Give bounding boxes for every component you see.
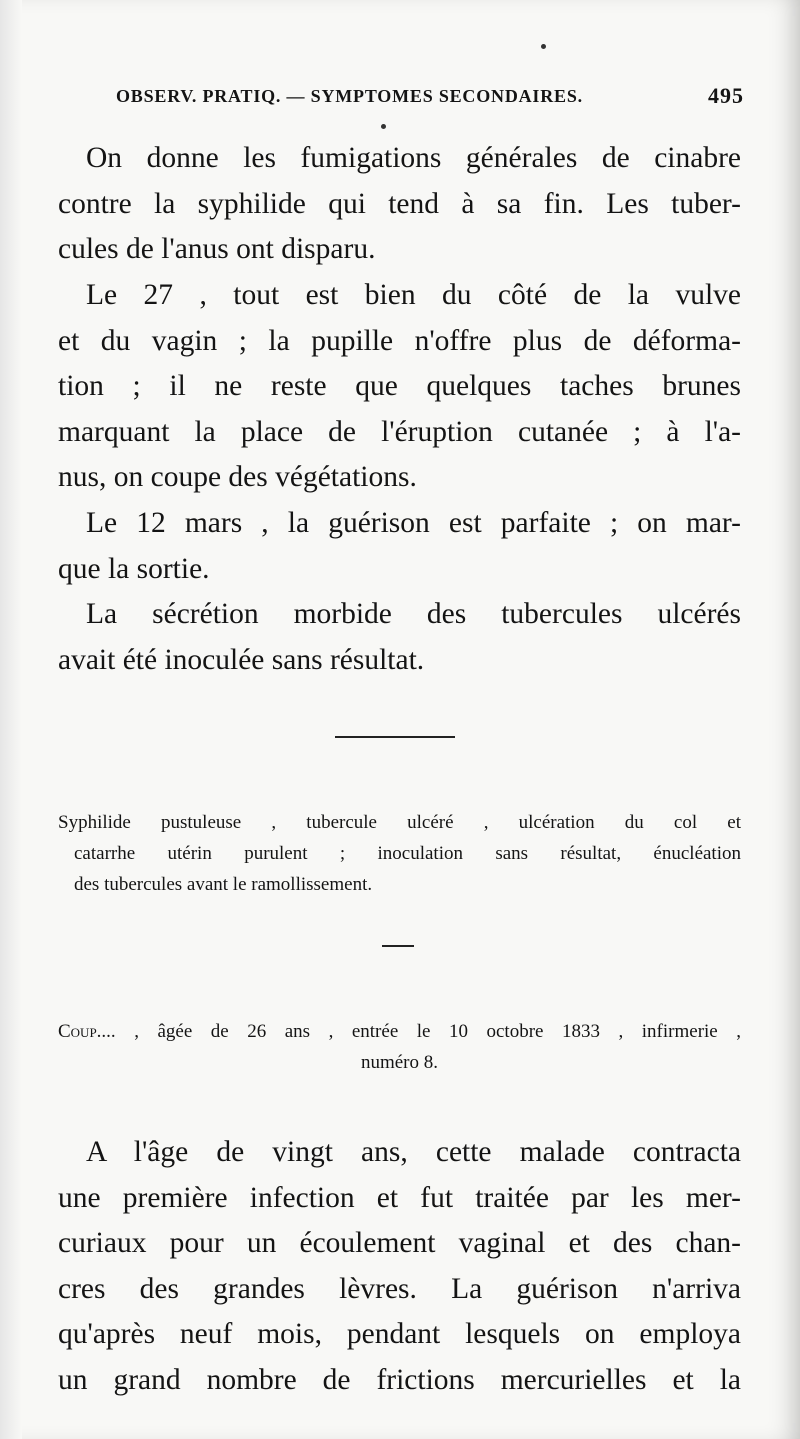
text-line: une première infection et fut traitée par les mer- — [58, 1181, 741, 1214]
case-summary — [58, 807, 741, 900]
section-rule — [335, 736, 455, 738]
text-line: qu'après neuf mois, pendant lesquels on employa — [58, 1318, 741, 1351]
text-line: marquant la place de l'éruption cutanée ; à l'a- — [58, 415, 741, 448]
text-line: A l'âge de vingt ans, cette malade contracta — [86, 1136, 741, 1168]
page-number: 495 — [708, 83, 744, 108]
text-line: La sécrétion morbide des tubercules ulcérés — [86, 598, 741, 630]
short-rule — [382, 945, 414, 947]
paragraph-3 — [58, 501, 741, 592]
case-header — [58, 1016, 741, 1078]
case-room-number: numéro 8. — [360, 1052, 439, 1073]
text-line: que la sortie. — [58, 552, 210, 585]
patient-details: âgée de 26 ans , entrée le 10 octobre 1833 , infirmerie , — [157, 1021, 741, 1042]
page-gutter-shadow — [0, 0, 22, 1439]
text-line: cules de l'anus ont disparu. — [58, 233, 376, 266]
text-line: contre la syphilide qui tend à sa fin. Les tuber- — [58, 187, 741, 220]
patient-name: Coup.... , — [58, 1021, 139, 1042]
ink-speck — [541, 44, 546, 49]
text-line: tion ; il ne reste que quelques taches brunes — [58, 370, 741, 403]
paragraph-4 — [58, 592, 741, 683]
case-header-line — [58, 1016, 741, 1047]
text-line: Le 12 mars , la guérison est parfaite ; on mar- — [86, 507, 741, 539]
text-line: un grand nombre de frictions mercurielles et la — [58, 1363, 741, 1396]
summary-line: Syphilide pustuleuse , tubercule ulcéré , ulcération du col et — [58, 812, 741, 833]
running-head — [116, 83, 744, 108]
text-line: On donne les fumigations générales de cinabre — [86, 142, 741, 174]
summary-line: catarrhe utérin purulent ; inoculation sans résultat, énucléation — [74, 843, 741, 864]
ink-speck — [381, 124, 386, 129]
text-line: Le 27 , tout est bien du côté de la vulve — [86, 279, 741, 311]
text-line: nus, on coupe des végétations. — [58, 461, 417, 494]
running-head-title: OBSERV. PRATIQ. — SYMPTOMES SECONDAIRES. — [116, 86, 583, 106]
paragraph-5 — [58, 1130, 741, 1404]
summary-line: des tubercules avant le ramollissement. — [74, 874, 373, 895]
text-line: cres des grandes lèvres. La guérison n'arriva — [58, 1272, 741, 1305]
paragraph-1 — [58, 136, 741, 273]
paragraph-2 — [58, 273, 741, 501]
text-line: et du vagin ; la pupille n'offre plus de déforma- — [58, 324, 741, 357]
text-line: curiaux pour un écoulement vaginal et des chan- — [58, 1227, 741, 1260]
text-line: avait été inoculée sans résultat. — [58, 643, 425, 676]
